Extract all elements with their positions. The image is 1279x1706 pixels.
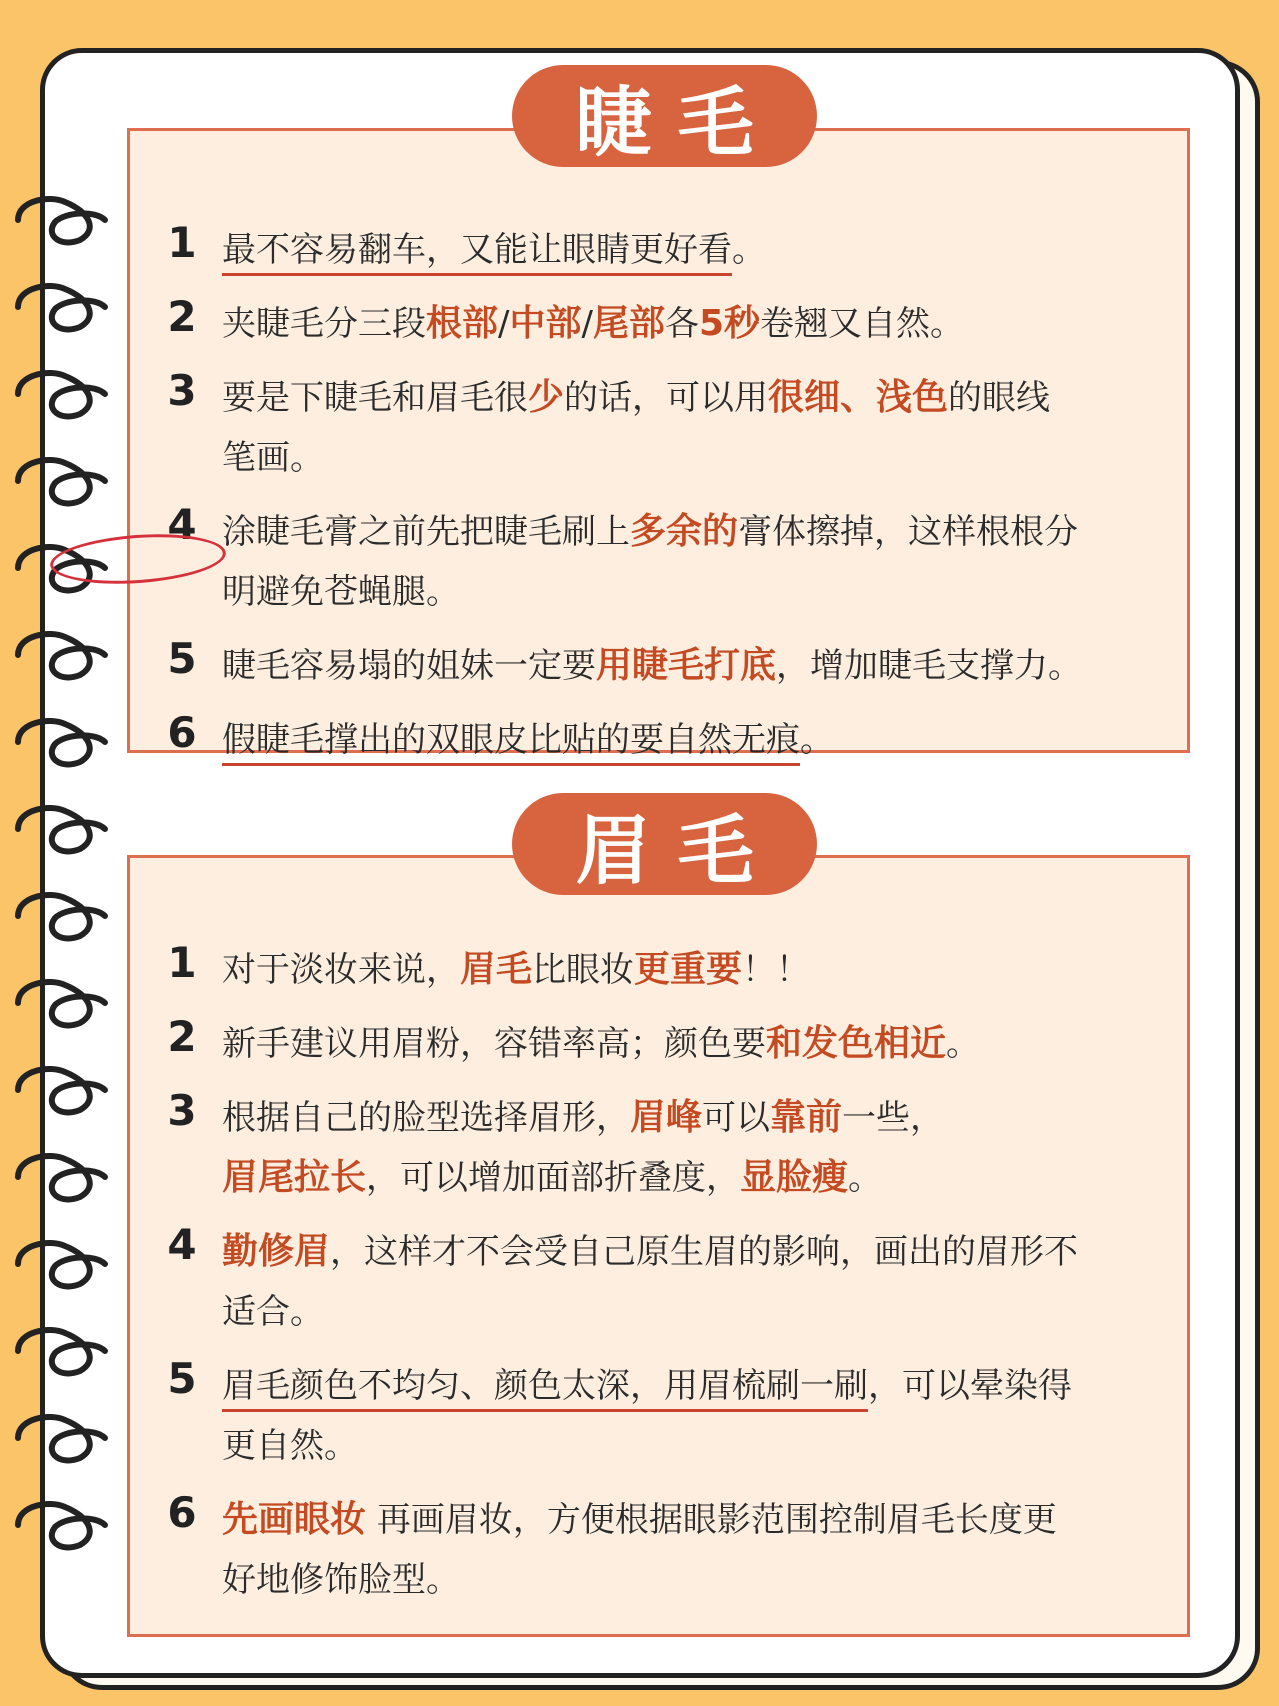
highlighted-text: 多余的 [630, 511, 739, 552]
spiral-binding [10, 190, 120, 1590]
tip-text: 对于淡妆来说， [222, 950, 460, 990]
tip-text: 。 [732, 230, 766, 270]
spiral-ring [10, 1234, 110, 1294]
tip-line [222, 368, 1160, 428]
spiral-ring [10, 190, 110, 250]
tip-number: 4 [160, 500, 204, 549]
tip-line [222, 1014, 1160, 1074]
tip-line [222, 1148, 1160, 1208]
tip-text: 膏体擦掉，这样根根分 [738, 512, 1079, 552]
tip-text: 。 [848, 1158, 883, 1198]
eyelash-title: 睫毛 [512, 65, 817, 167]
highlighted-text: 少 [528, 377, 565, 418]
spiral-ring [10, 1408, 110, 1468]
spiral-ring [10, 451, 110, 511]
tip-line [222, 1416, 1160, 1476]
tip-item [160, 294, 1160, 354]
tip-text: 各 [664, 304, 699, 344]
tip-text: 一些， [842, 1098, 945, 1138]
tip-text: 夹睫毛分三段 [222, 304, 426, 344]
tip-line [222, 1550, 1160, 1610]
tip-text: 明避免苍蝇腿。 [222, 572, 460, 612]
tip-text: 适合。 [222, 1292, 324, 1332]
tip-text: 要是下睫毛和眉毛很 [222, 378, 528, 418]
tip-line [222, 636, 1160, 696]
tip-number: 2 [160, 1012, 204, 1061]
tip-text: ，可以增加面部折叠度， [366, 1158, 741, 1198]
tip-text: 的眼线 [948, 378, 1051, 418]
tip-line [222, 294, 1160, 354]
tip-text: 的话，可以用 [564, 378, 769, 418]
spiral-ring [10, 886, 110, 946]
tip-text: ，可以晕染得 [868, 1366, 1072, 1406]
tip-text: ，增加睫毛支撑力。 [776, 646, 1083, 686]
tip-item [160, 368, 1160, 488]
tip-line [222, 428, 1160, 488]
tip-item [160, 636, 1160, 696]
tip-item [160, 1356, 1160, 1476]
tip-number: 5 [160, 634, 204, 683]
tip-text: 眉毛颜色不均匀、颜色太深，用眉梳刷一刷 [222, 1366, 868, 1412]
tip-line [222, 710, 1160, 770]
tip-text: 再画眉妆，方便根据眼影范围控制眉毛长度更 [366, 1500, 1057, 1540]
tip-text: 好地修饰脸型。 [222, 1560, 460, 1600]
eyebrow-title: 眉毛 [512, 793, 817, 895]
tip-text: 睫毛容易塌的姐妹一定要 [222, 646, 596, 686]
highlighted-text: 根部 [426, 303, 499, 344]
highlighted-text: 5秒 [698, 303, 761, 344]
tip-item [160, 710, 1160, 770]
highlighted-text: 中部 [509, 303, 582, 344]
tip-item [160, 940, 1160, 1000]
spiral-ring [10, 1321, 110, 1381]
spiral-ring [10, 712, 110, 772]
tip-text: ，这样才不会受自己原生眉的影响，画出的眉形不 [330, 1232, 1079, 1272]
eyebrow-tips-list [160, 940, 1160, 1624]
tip-text: 更自然。 [222, 1426, 358, 1466]
tip-text: 新手建议用眉粉，容错率高；颜色要 [222, 1024, 766, 1064]
highlighted-text: 和发色相近 [766, 1023, 947, 1064]
highlighted-text: 勤修眉 [222, 1231, 331, 1272]
tip-line [222, 1222, 1160, 1282]
tip-item [160, 1490, 1160, 1610]
tip-item [160, 1222, 1160, 1342]
tip-item [160, 502, 1160, 622]
highlighted-text: 先画眼妆 [222, 1499, 367, 1540]
tip-number: 1 [160, 938, 204, 987]
spiral-ring [10, 1495, 110, 1555]
highlighted-text: 用睫毛打底 [596, 645, 777, 686]
tip-text: 假睫毛撑出的双眼皮比贴的要自然无痕 [222, 720, 800, 766]
highlighted-text: 眉峰 [630, 1097, 703, 1138]
tip-number: 3 [160, 366, 204, 415]
spiral-ring [10, 364, 110, 424]
highlighted-text: 很细、浅色 [768, 377, 949, 418]
tip-text: 。 [946, 1024, 981, 1064]
tip-item [160, 1014, 1160, 1074]
spiral-ring [10, 625, 110, 685]
spiral-ring [10, 277, 110, 337]
tip-number: 5 [160, 1354, 204, 1403]
tip-text: 根据自己的脸型选择眉形， [222, 1098, 630, 1138]
tip-item [160, 220, 1160, 280]
tip-text: 比眼妆 [532, 950, 635, 990]
tip-text: / [581, 304, 593, 344]
tip-text: 最不容易翻车，又能让眼睛更好看 [222, 230, 732, 276]
highlighted-text: 尾部 [592, 303, 665, 344]
tip-line [222, 1282, 1160, 1342]
tip-text: 涂睫毛膏之前先把睫毛刷上 [222, 512, 630, 552]
spiral-ring [10, 973, 110, 1033]
tip-number: 4 [160, 1220, 204, 1269]
highlighted-text: 眉尾拉长 [222, 1157, 367, 1198]
tip-line [222, 1490, 1160, 1550]
tip-line [222, 562, 1160, 622]
tip-number: 1 [160, 218, 204, 267]
tip-line [222, 1088, 1160, 1148]
tip-line [222, 1356, 1160, 1416]
highlighted-text: 眉毛 [460, 949, 533, 990]
spiral-ring [10, 1147, 110, 1207]
tip-number: 2 [160, 292, 204, 341]
tip-text: / [498, 304, 510, 344]
tip-line [222, 220, 1160, 280]
highlighted-text: 靠前 [770, 1097, 843, 1138]
tip-text: 笔画。 [222, 438, 324, 478]
tip-text: 。 [800, 720, 834, 760]
highlighted-text: 更重要 [634, 949, 743, 990]
tip-line [222, 502, 1160, 562]
tip-number: 6 [160, 708, 204, 757]
tip-text: 可以 [702, 1098, 771, 1138]
spiral-ring [10, 1060, 110, 1120]
tip-text: ！！ [742, 950, 811, 990]
tip-number: 6 [160, 1488, 204, 1537]
tip-number: 3 [160, 1086, 204, 1135]
tip-line [222, 940, 1160, 1000]
highlighted-text: 显脸瘦 [740, 1157, 849, 1198]
tip-item [160, 1088, 1160, 1208]
tip-text: 卷翘又自然。 [760, 304, 965, 344]
spiral-ring [10, 799, 110, 859]
eyelash-tips-list [160, 220, 1160, 784]
